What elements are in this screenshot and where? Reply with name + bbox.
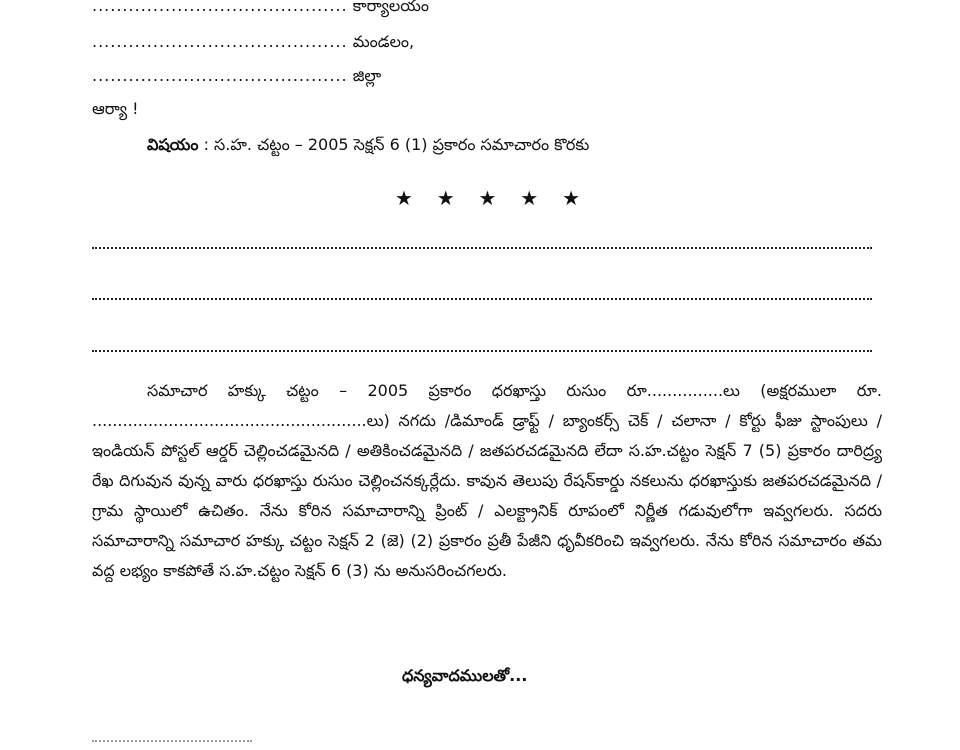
mandal-dots: .......................................... [92, 32, 348, 51]
star-icon: ★ [395, 186, 413, 210]
star-icon: ★ [436, 186, 455, 210]
subject-text: : స.హ. చట్టం – 2005 సెక్షన్ 6 (1) ప్రకారం సమాచారం కొరకు [203, 135, 590, 154]
body-paragraph [92, 376, 882, 586]
star-icon: ★ [562, 186, 580, 210]
star-icon: ★ [520, 186, 539, 210]
salutation: ఆర్యా ! [92, 99, 139, 118]
office-dots: .......................................... [92, 0, 348, 15]
district-label: జిల్లా [352, 66, 382, 85]
district-dots: .......................................... [92, 66, 348, 85]
closing-text: ధన్యవాదములతో... [402, 666, 528, 685]
star-icon: ★ [478, 186, 497, 210]
mandal-label: మండలం, [352, 32, 415, 51]
blank-line-3[interactable] [92, 350, 872, 352]
district-line [92, 66, 381, 86]
office-label: కార్యాలయం [352, 0, 429, 15]
subject-label: విషయం [147, 135, 199, 154]
subject-line [147, 135, 589, 155]
mandal-line [92, 32, 414, 52]
blank-line-2[interactable] [92, 298, 872, 300]
signature-line[interactable] [92, 740, 252, 742]
paragraph-text: సమాచార హక్కు చట్టం – 2005 ప్రకారం ధరఖాస్తు రుసుం రూ...............లు (అక్షరములా రూ. ......................................................లు) నగదు /డిమాండ్ డ్రాఫ్ట్ / బ్యాంకర్స్ చెక్ / చలానా / కోర్టు ఫీజు స్టాంపులు / ఇండియన్ పోస్టల్ ఆర్డర్ చెల్లించడమైనది / అతికించడమైనది / జతపరచడమైనది లేదా స.హ.చట్టం సెక్షన్ 7 (5) ప్రకారం దారిద్ర్య రేఖ దిగువున వున్న వారు ధరఖాస్తు రుసుం చెల్లించనక్కర్లేదు. కావున తెలుపు రేషన్‌కార్డు నకలును ధరఖాస్తుకు జతపరచడమైనది / గ్రామ స్థాయిలో ఉచితం. నేను కోరిన సమాచారాన్ని ప్రింట్ / ఎలక్ట్రానిక్ రూపంలో నిర్ణీత గడువులోగా ఇవ్వగలరు. సదరు సమాచారాన్ని సమాచార హక్కు చట్టం సెక్షన్ 2 (జె) (2) ప్రకారం ప్రతీ పేజీని ధృవీకరించి ఇవ్వగలరు. నేను కోరిన సమాచారం తమ వద్ద లభ్యం కాకపోతే స.హ.చట్టం సెక్షన్ 6 (3) ను అనుసరించగలరు. [92, 381, 882, 580]
blank-line-1[interactable] [92, 247, 872, 249]
star-divider [395, 186, 580, 210]
office-line [92, 0, 429, 16]
